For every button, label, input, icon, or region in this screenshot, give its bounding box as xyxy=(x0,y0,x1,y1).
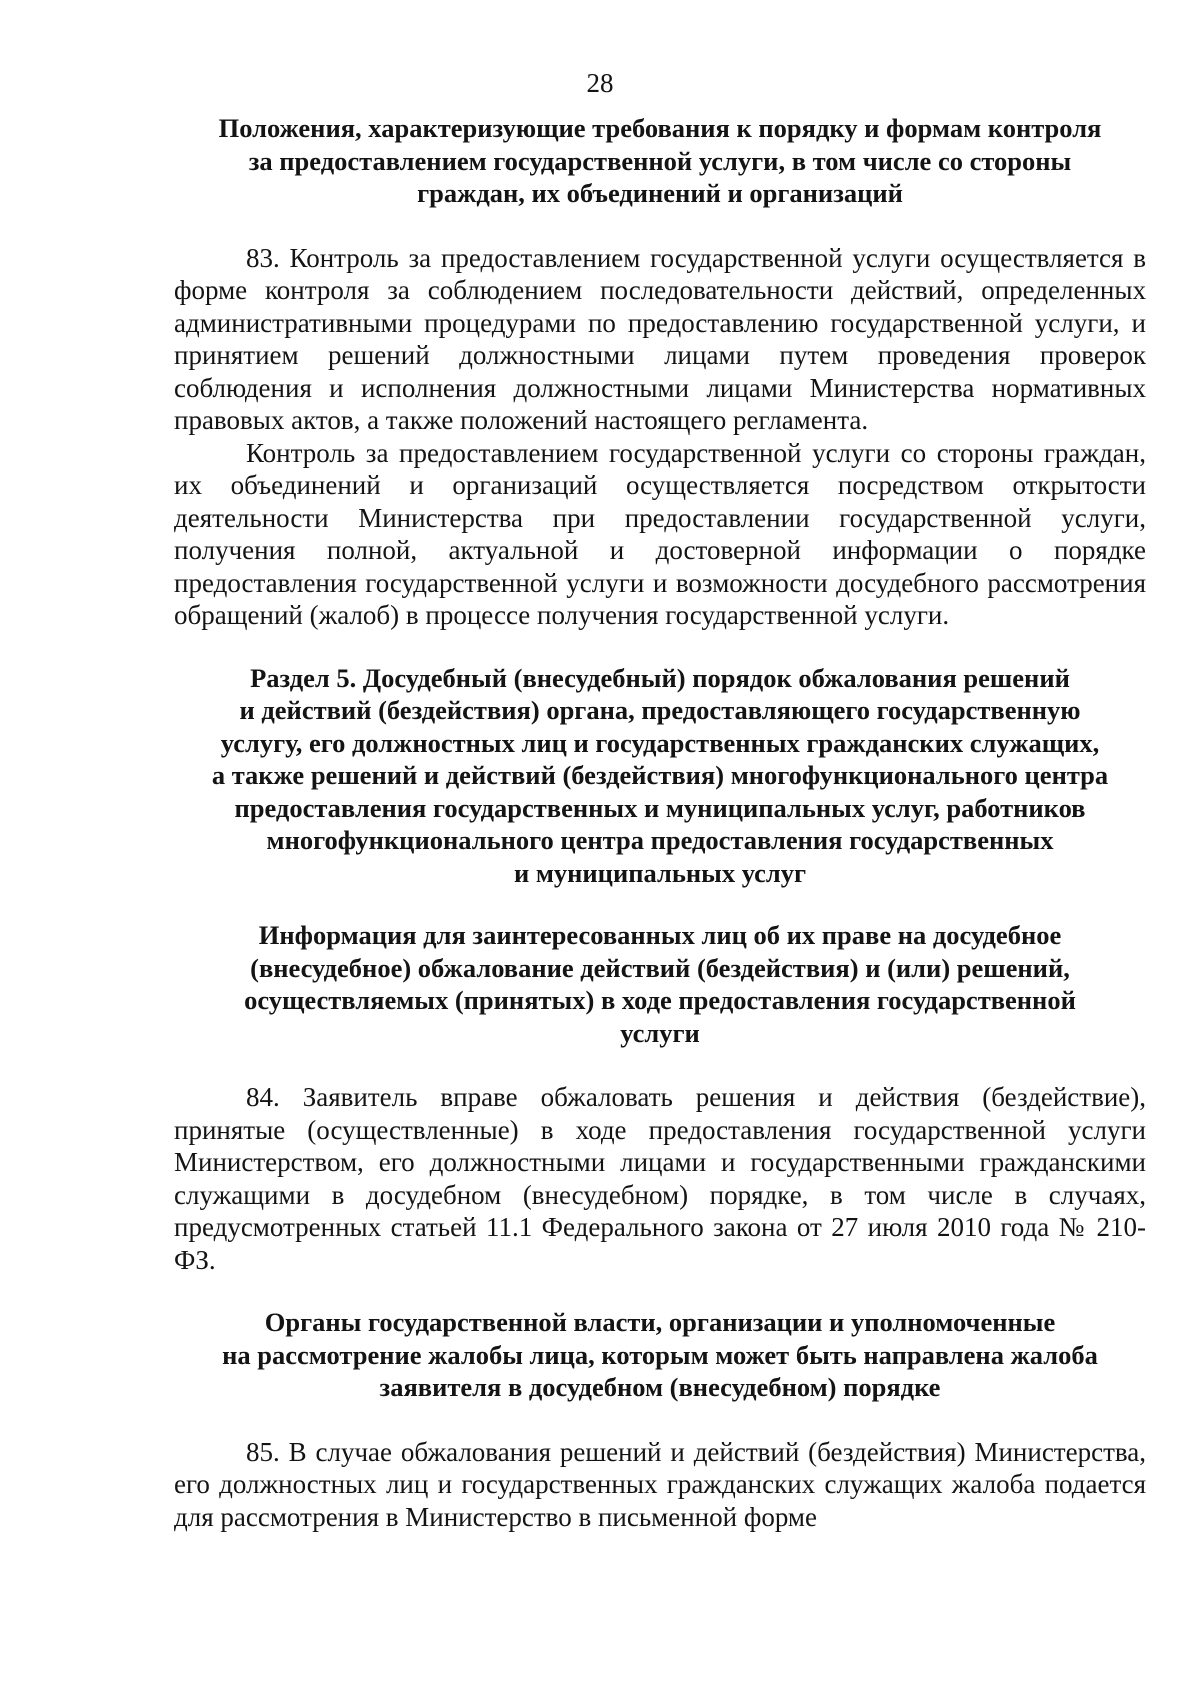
heading-line: за предоставлением государственной услуги, в том числе со стороны xyxy=(248,145,1072,176)
heading-line: граждан, их объединений и организаций xyxy=(417,178,903,208)
heading-line: услугу, его должностных лиц и государственных гражданских служащих, xyxy=(220,727,1100,758)
page-number: 28 xyxy=(586,68,614,98)
paragraph-85: 85. В случае обжалования решений и действий (бездействия) Министерства, его должностных лиц и государственных гражданских служащих жалоба подается для рассмотрения в Министерство в письменной форме xyxy=(174,1436,1146,1532)
section-appeal-rights xyxy=(174,919,1146,1276)
heading-line: Информация для заинтересованных лиц об их праве на досудебное xyxy=(258,920,1062,950)
paragraph-83-continued: Контроль за предоставлением государственной услуги со стороны граждан, их объединений и организаций осуществляется посредством открытости деятельности Министерства при предоставлении государственной услуги, получения полной, актуальной и достоверной информации о порядке предоставления государственной услуги и возможности досудебного рассмотрения обращений (жалоб) в процессе получения государственной услуги. xyxy=(174,437,1146,630)
paragraph-83: 83. Контроль за предоставлением государственной услуги осуществляется в форме контроля за соблюдением последовательности действий, определенных административными процедурами по предоставлению государственной услуги, и принятием решений должностными лицами путем проведения проверок соблюдения и исполнения должностными лицами Министерства нормативных правовых актов, а также положений настоящего регламента. xyxy=(174,242,1146,435)
heading-line: Органы государственной власти, организации и уполномоченные xyxy=(264,1307,1056,1337)
heading-line: Положения, характеризующие требования к порядку и формам контроля xyxy=(218,113,1102,143)
heading-line: многофункционального центра предоставления государственных xyxy=(266,825,1054,855)
heading-line: на рассмотрение жалобы лица, которым может быть направлена жалоба xyxy=(222,1339,1098,1370)
section-appeal-authorities xyxy=(174,1306,1146,1533)
heading-line: а также решений и действий (бездействия) многофункционального центра xyxy=(211,760,1109,790)
heading-line: и действий (бездействия) органа, предоставляющего государственную xyxy=(239,695,1081,725)
section-heading xyxy=(174,112,1146,210)
section-5-heading-block xyxy=(174,662,1146,890)
heading-line: осуществляемых (принятых) в ходе предоставления государственной xyxy=(244,985,1076,1015)
section-heading xyxy=(174,1306,1146,1404)
heading-line: Раздел 5. Досудебный (внесудебный) порядок обжалования решений xyxy=(250,662,1070,693)
section-heading xyxy=(174,919,1146,1049)
paragraph-84: 84. Заявитель вправе обжаловать решения и действия (бездействие), принятые (осуществленные) в ходе предоставления государственной услуги Министерством, его должностными лицами и государственными гражданскими служащими в досудебном (внесудебном) порядке, в том числе в случаях, предусмотренных статьей 11.1 Федерального закона от 27 июля 2010 года № 210-ФЗ. xyxy=(174,1082,1146,1275)
heading-line: заявителя в досудебном (внесудебном) порядке xyxy=(379,1372,941,1402)
document-body xyxy=(174,112,1146,1533)
heading-line: (внесудебное) обжалование действий (бездействия) и (или) решений, xyxy=(250,952,1070,983)
chapter-heading xyxy=(174,662,1146,890)
heading-line: услуги xyxy=(620,1017,700,1048)
heading-line: и муниципальных услуг xyxy=(513,857,807,888)
section-control-requirements xyxy=(174,112,1146,632)
heading-line: предоставления государственных и муниципальных услуг, работников xyxy=(234,792,1086,823)
